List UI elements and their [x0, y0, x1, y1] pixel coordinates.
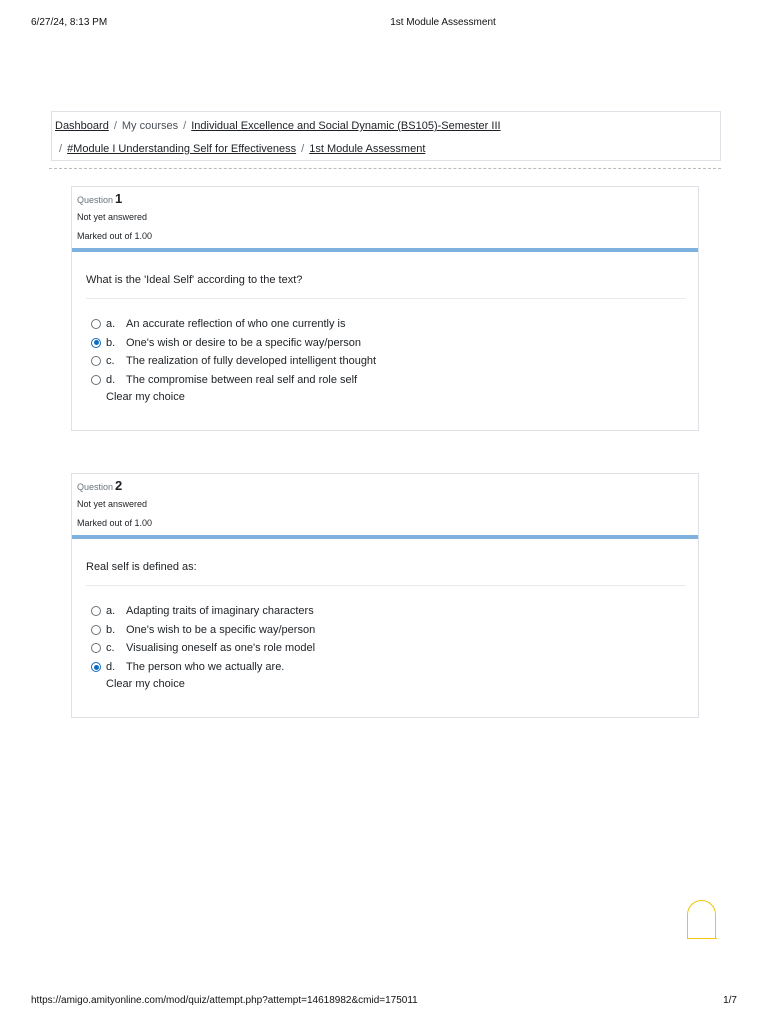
answer-letter: c. [106, 355, 115, 368]
answer-text: Adapting traits of imaginary characters [126, 605, 314, 617]
question-number-value: 1 [115, 191, 123, 206]
print-title: 1st Module Assessment [390, 17, 496, 28]
breadcrumb-module-link[interactable]: #Module I Understanding Self for Effectiveness [67, 143, 297, 155]
question-text: Real self is defined as: [86, 561, 197, 573]
answer-list [91, 602, 681, 677]
answer-option-a[interactable] [91, 602, 681, 621]
question-state: Not yet answered [77, 499, 148, 509]
clear-choice-link[interactable]: Clear my choice [106, 678, 185, 690]
question-label: Question [77, 482, 114, 492]
answer-text: An accurate reflection of who one currently is [126, 318, 346, 330]
question-rule [86, 298, 686, 299]
print-date: 6/27/24, 8:13 PM [31, 17, 108, 28]
print-url: https://amigo.amityonline.com/mod/quiz/attempt.php?attempt=14618982&cmid=175011 [31, 995, 418, 1006]
answer-letter: a. [106, 605, 116, 617]
question-label: Question [77, 195, 114, 205]
breadcrumb-separator: / [59, 143, 63, 155]
breadcrumb-line-2 [59, 141, 425, 157]
breadcrumb-my-courses: My courses [121, 120, 179, 132]
question-divider-bar [72, 248, 698, 252]
question-number-value: 2 [115, 478, 123, 493]
breadcrumb [51, 111, 721, 161]
answer-text: The compromise between real self and role self [126, 374, 358, 387]
answer-list [91, 315, 681, 390]
breadcrumb-quiz-link[interactable]: 1st Module Assessment [309, 143, 426, 155]
radio-button-selected[interactable] [91, 662, 101, 672]
question-2 [71, 473, 699, 718]
answer-letter: d. [106, 661, 116, 674]
radio-button[interactable] [91, 375, 101, 385]
clear-choice-link[interactable]: Clear my choice [106, 391, 185, 403]
question-number [77, 191, 122, 206]
arch-outline-icon [687, 900, 716, 939]
question-info [72, 474, 698, 538]
question-divider-bar [72, 535, 698, 539]
breadcrumb-line-1 [55, 118, 501, 134]
breadcrumb-separator: / [301, 143, 305, 155]
answer-option-b[interactable] [91, 334, 681, 353]
breadcrumb-course-link[interactable]: Individual Excellence and Social Dynamic (BS105)-Semester III [191, 120, 501, 132]
answer-text: One's wish or desire to be a specific way/person [126, 336, 362, 349]
page-divider [49, 168, 721, 169]
answer-text: One's wish to be a specific way/person [126, 623, 316, 636]
breadcrumb-separator: / [113, 120, 117, 132]
answer-option-c[interactable] [91, 352, 681, 371]
question-info [72, 187, 698, 251]
radio-button[interactable] [91, 319, 101, 329]
question-grade: Marked out of 1.00 [77, 518, 153, 528]
question-text: What is the 'Ideal Self' according to the text? [86, 274, 303, 286]
question-state: Not yet answered [77, 212, 148, 222]
breadcrumb-separator: / [183, 120, 187, 132]
radio-button[interactable] [91, 356, 101, 366]
print-header [0, 17, 768, 31]
question-grade: Marked out of 1.00 [77, 231, 153, 241]
answer-text: The person who we actually are. [126, 661, 285, 674]
radio-button-selected[interactable] [91, 338, 101, 348]
answer-letter: d. [106, 374, 116, 387]
answer-letter: b. [106, 336, 116, 349]
answer-option-d[interactable] [91, 658, 681, 677]
question-1 [71, 186, 699, 431]
answer-option-d[interactable] [91, 371, 681, 390]
print-footer [0, 995, 768, 1009]
answer-option-b[interactable] [91, 621, 681, 640]
question-number [77, 478, 122, 493]
question-rule [86, 585, 686, 586]
answer-letter: b. [106, 623, 116, 636]
answer-letter: c. [106, 642, 115, 655]
answer-text: Visualising oneself as one's role model [126, 642, 316, 655]
radio-button[interactable] [91, 643, 101, 653]
answer-option-a[interactable] [91, 315, 681, 334]
answer-option-c[interactable] [91, 639, 681, 658]
radio-button[interactable] [91, 606, 101, 616]
radio-button[interactable] [91, 625, 101, 635]
breadcrumb-dashboard-link[interactable]: Dashboard [55, 120, 109, 132]
answer-text: The realization of fully developed intelligent thought [126, 355, 377, 368]
answer-letter: a. [106, 318, 116, 330]
print-page-number: 1/7 [723, 995, 737, 1006]
